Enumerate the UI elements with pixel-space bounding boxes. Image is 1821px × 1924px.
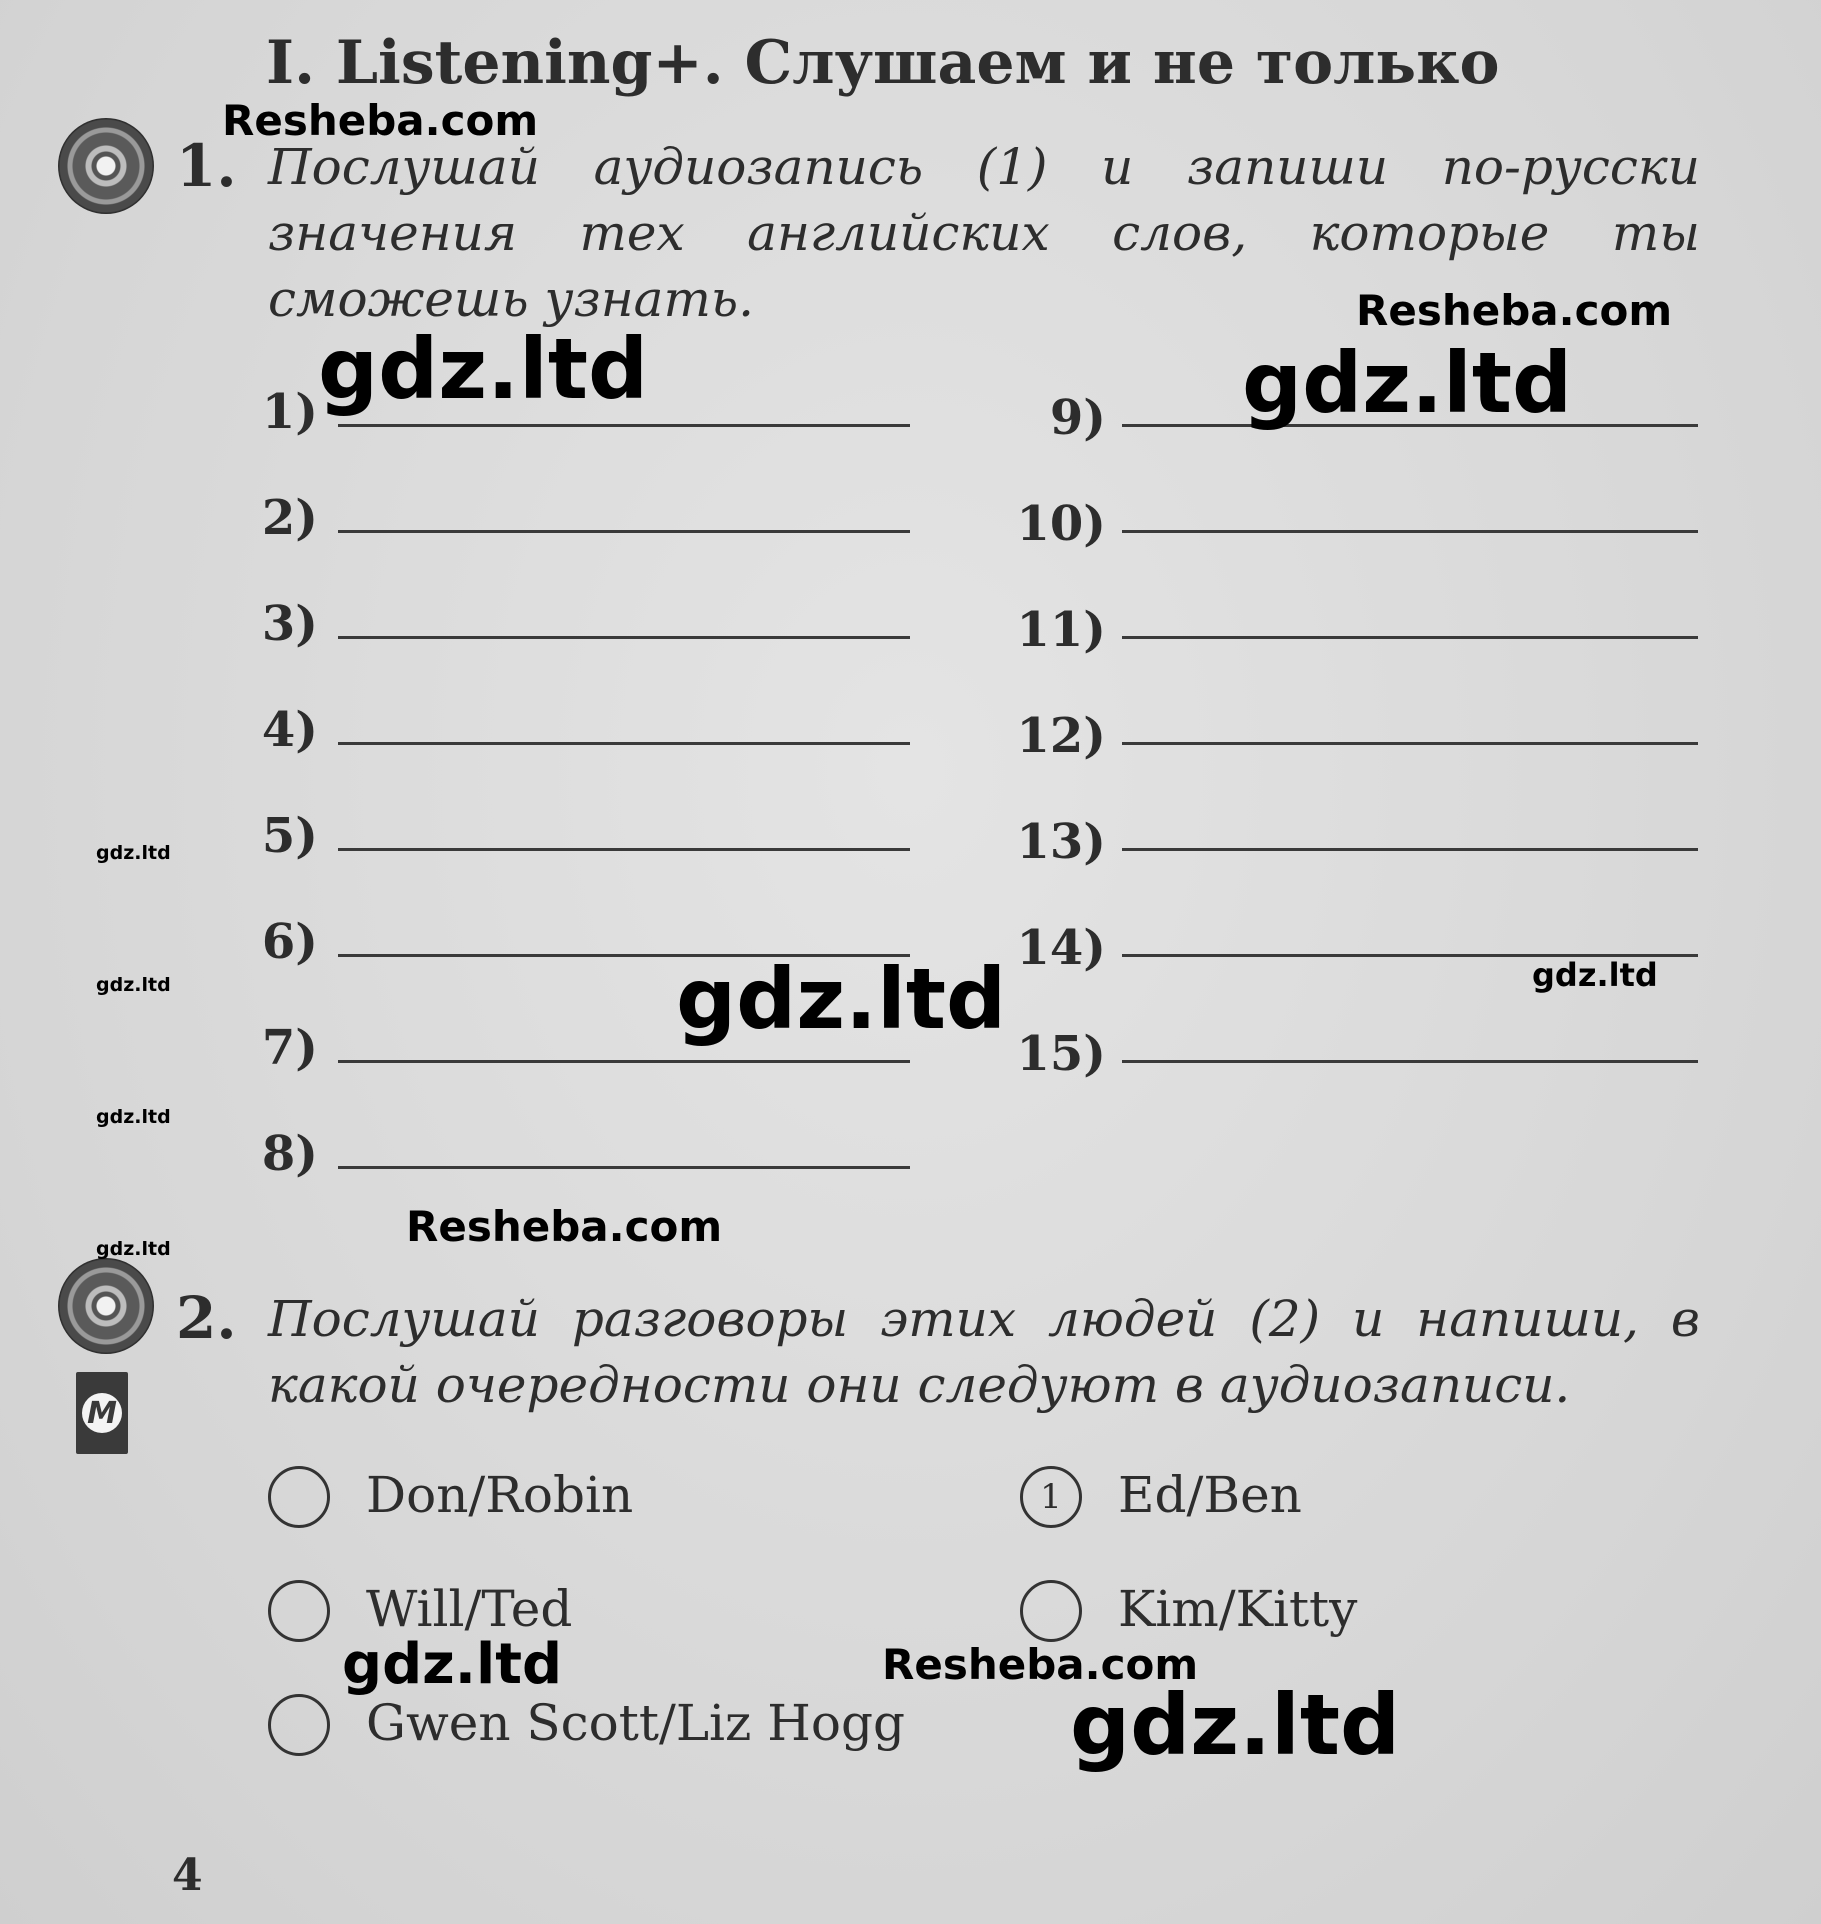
option-label: Kim/Kitty bbox=[1118, 1580, 1358, 1638]
answer-number: 9) bbox=[1049, 390, 1106, 446]
answer-number: 1) bbox=[261, 384, 318, 440]
answer-line[interactable] bbox=[338, 1166, 910, 1169]
watermark-gdz: gdz.ltd bbox=[1532, 956, 1658, 994]
task-2-instruction: Послушай разговоры этих людей (2) и напиши, в какой очередности они следуют в аудиозаписи. bbox=[268, 1290, 1700, 1414]
audio-cd-icon bbox=[58, 118, 154, 214]
task-2-number: 2. bbox=[176, 1284, 237, 1352]
watermark-gdz: gdz.ltd bbox=[1070, 1676, 1401, 1774]
answer-number: 7) bbox=[261, 1020, 318, 1076]
watermark-gdz: gdz.ltd bbox=[96, 842, 171, 864]
answer-number: 12) bbox=[1016, 708, 1106, 764]
answer-line[interactable] bbox=[338, 636, 910, 639]
page-number: 4 bbox=[172, 1850, 203, 1901]
answer-number: 15) bbox=[1016, 1026, 1106, 1082]
watermark-gdz: gdz.ltd bbox=[1242, 334, 1573, 432]
answer-line[interactable] bbox=[1122, 636, 1698, 639]
answer-number: 10) bbox=[1016, 496, 1106, 552]
answer-number: 14) bbox=[1016, 920, 1106, 976]
answer-number: 4) bbox=[261, 702, 318, 758]
order-circle[interactable]: 1 bbox=[1020, 1466, 1082, 1528]
answer-number: 13) bbox=[1016, 814, 1106, 870]
answer-line[interactable] bbox=[338, 530, 910, 533]
watermark-gdz: gdz.ltd bbox=[96, 974, 171, 996]
watermark-gdz: gdz.ltd bbox=[96, 1238, 171, 1260]
section-title: I. Listening+. Слушаем и не только bbox=[266, 28, 1500, 98]
watermark-resheba: Resheba.com bbox=[882, 1640, 1199, 1689]
task-1-instruction: Послушай аудиозапись (1) и запиши по-русски значения тех английских слов, которые ты сможешь узнать. bbox=[268, 138, 1700, 328]
option-label: Gwen Scott/Liz Hogg bbox=[366, 1694, 905, 1752]
order-circle[interactable] bbox=[268, 1466, 330, 1528]
watermark-gdz: gdz.ltd bbox=[676, 950, 1007, 1048]
watermark-resheba: Resheba.com bbox=[1356, 286, 1673, 335]
answer-number: 11) bbox=[1016, 602, 1106, 658]
task-1-number: 1. bbox=[176, 132, 237, 200]
answer-number: 8) bbox=[261, 1126, 318, 1182]
option-label: Ed/Ben bbox=[1118, 1466, 1302, 1524]
answer-number: 3) bbox=[261, 596, 318, 652]
answer-line[interactable] bbox=[338, 848, 910, 851]
watermark-gdz: gdz.ltd bbox=[96, 1106, 171, 1128]
answer-line[interactable] bbox=[1122, 848, 1698, 851]
option-label: Will/Ted bbox=[366, 1580, 573, 1638]
answer-line[interactable] bbox=[1122, 530, 1698, 533]
answer-number: 5) bbox=[261, 808, 318, 864]
order-circle[interactable] bbox=[1020, 1580, 1082, 1642]
order-circle[interactable] bbox=[268, 1694, 330, 1756]
watermark-resheba: Resheba.com bbox=[406, 1202, 723, 1251]
watermark-resheba: Resheba.com bbox=[222, 96, 539, 145]
audio-cd-icon bbox=[58, 1258, 154, 1354]
answer-number: 2) bbox=[261, 490, 318, 546]
watermark-gdz: gdz.ltd bbox=[318, 320, 649, 418]
option-label: Don/Robin bbox=[366, 1466, 634, 1524]
answer-line[interactable] bbox=[338, 424, 910, 427]
order-circle[interactable] bbox=[268, 1580, 330, 1642]
answer-number: 6) bbox=[261, 914, 318, 970]
answer-line[interactable] bbox=[1122, 1060, 1698, 1063]
watermark-gdz: gdz.ltd bbox=[342, 1632, 563, 1697]
answer-line[interactable] bbox=[338, 742, 910, 745]
answer-line[interactable] bbox=[1122, 742, 1698, 745]
answer-line[interactable] bbox=[338, 1060, 910, 1063]
multimedia-badge-icon: M bbox=[76, 1372, 128, 1454]
